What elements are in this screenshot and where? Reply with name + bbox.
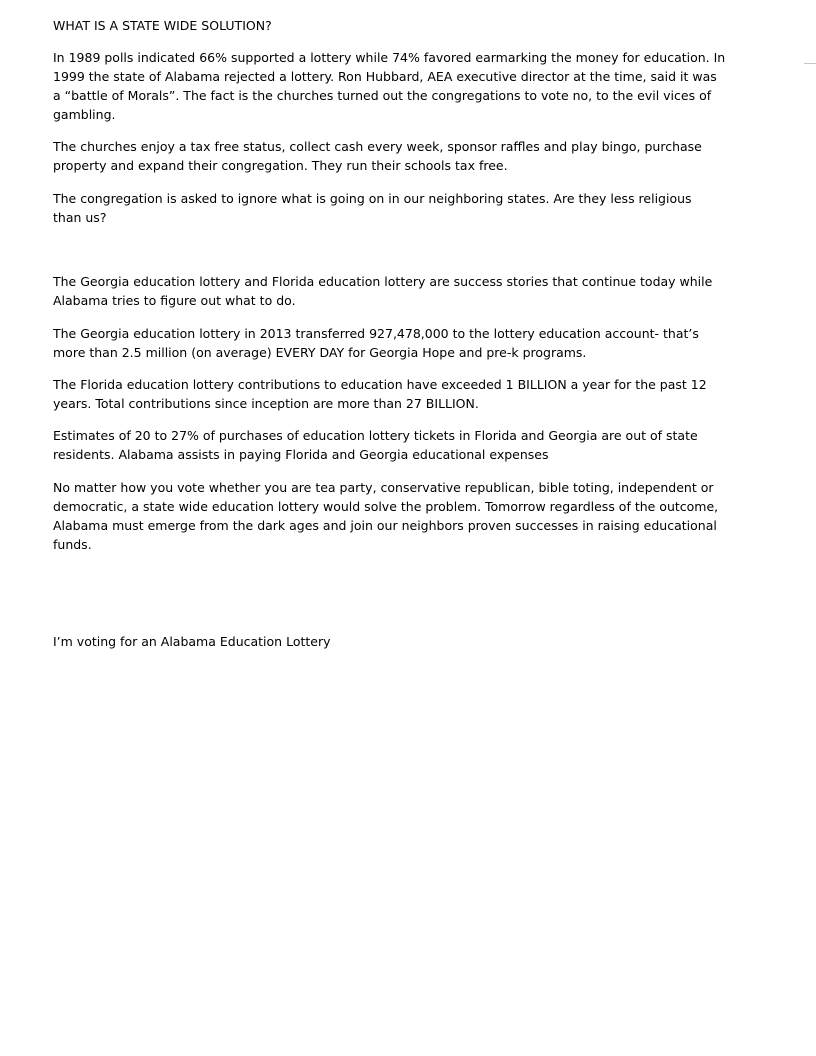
- paragraph-line: a “battle of Morals”. The fact is the churches turned out the congregations to vote no, to the evil vices of: [53, 88, 712, 103]
- paragraph-line: gambling.: [53, 107, 116, 122]
- paragraph-georgia-lottery: [53, 324, 753, 362]
- paragraph-line: funds.: [53, 537, 92, 552]
- paragraph-line: residents. Alabama assists in paying Florida and Georgia educational expenses: [53, 447, 549, 462]
- paragraph-line: years. Total contributions since inception are more than 27 BILLION.: [53, 396, 479, 411]
- paragraph-congregation: [53, 189, 753, 227]
- paragraph-line: The congregation is asked to ignore what is going on in our neighboring states. Are they less religious: [53, 191, 692, 206]
- paragraph-line: The Georgia education lottery and Florida education lottery are success stories that continue today while: [53, 274, 713, 289]
- paragraph-1990-polls: [53, 48, 753, 124]
- document-heading: WHAT IS A STATE WIDE SOLUTION?: [53, 18, 272, 33]
- paragraph-success-stories: [53, 272, 753, 310]
- paragraph-line: democratic, a state wide education lottery would solve the problem. Tomorrow regardless of the outcome,: [53, 499, 719, 514]
- paragraph-florida-lottery: [53, 375, 753, 413]
- paragraph-estimates: [53, 426, 753, 464]
- paragraph-line: Alabama tries to figure out what to do.: [53, 293, 296, 308]
- paragraph-line: In 1989 polls indicated 66% supported a lottery while 74% favored earmarking the money for education. In: [53, 50, 726, 65]
- paragraph-line: The Florida education lottery contributions to education have exceeded 1 BILLION a year for the past 12: [53, 377, 707, 392]
- paragraph-line: more than 2.5 million (on average) EVERY DAY for Georgia Hope and pre-k programs.: [53, 345, 587, 360]
- closing-statement: [53, 632, 753, 651]
- paragraph-line: Alabama must emerge from the dark ages and join our neighbors proven successes in raising educational: [53, 518, 717, 533]
- page-edge-mark: [804, 63, 816, 64]
- paragraph-no-matter: [53, 478, 753, 554]
- paragraph-line: Estimates of 20 to 27% of purchases of education lottery tickets in Florida and Georgia are out of state: [53, 428, 698, 443]
- closing-line: I’m voting for an Alabama Education Lottery: [53, 634, 331, 649]
- paragraph-line: than us?: [53, 210, 107, 225]
- paragraph-line: 1999 the state of Alabama rejected a lottery. Ron Hubbard, AEA executive director at the time, said it was: [53, 69, 717, 84]
- paragraph-line: The Georgia education lottery in 2013 transferred 927,478,000 to the lottery education account- that’s: [53, 326, 699, 341]
- paragraph-line: property and expand their congregation. They run their schools tax free.: [53, 158, 508, 173]
- paragraph-churches: [53, 137, 753, 175]
- paragraph-line: No matter how you vote whether you are tea party, conservative republican, bible toting, independent or: [53, 480, 714, 495]
- paragraph-line: The churches enjoy a tax free status, collect cash every week, sponsor raffles and play bingo, purchase: [53, 139, 702, 154]
